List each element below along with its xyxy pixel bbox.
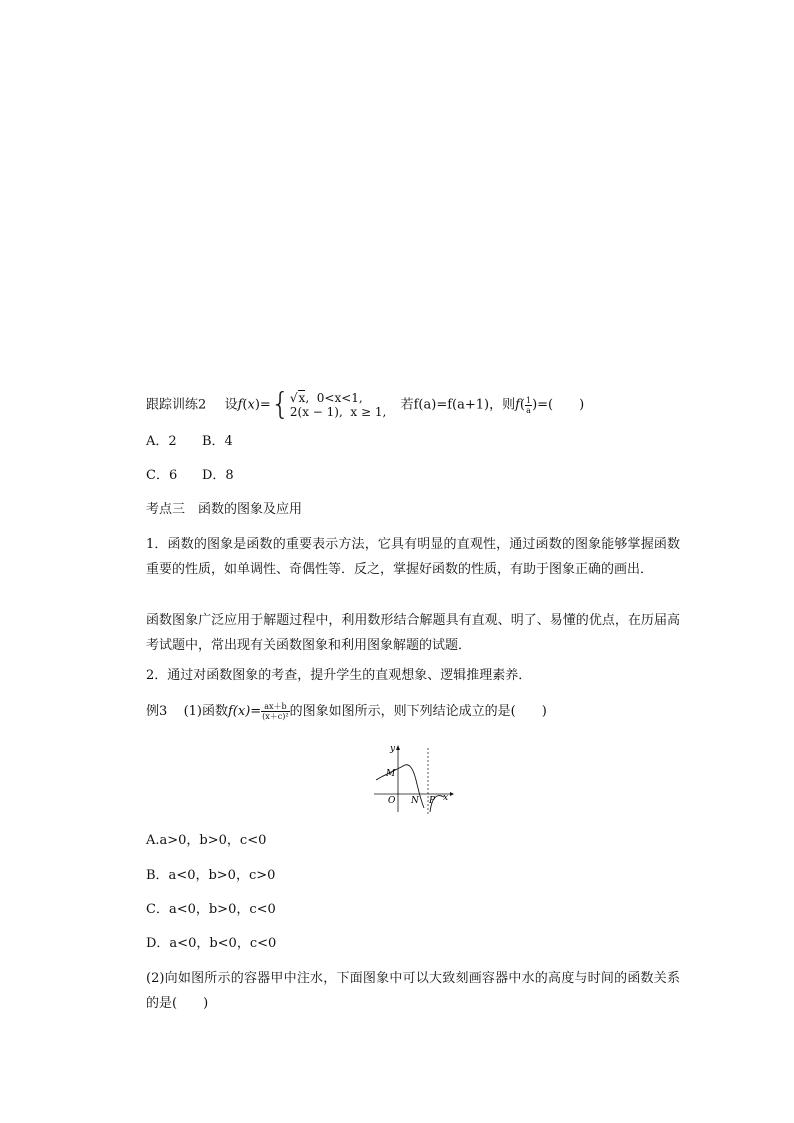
example3-option-d: D．a<0，b<0，c<0 [146, 936, 277, 951]
example3-option-a: A.a>0，b>0，c<0 [146, 833, 267, 848]
label-m: M [386, 769, 396, 779]
example3-part1: 例3 (1)函数f(x)= $\frac{ax+b}{\text{(x＋c)²}}$ 的图象如图所示，则下列结论成立的是( ) [146, 702, 547, 721]
example3-option-b: B．a<0，b>0，c>0 [146, 868, 276, 883]
option-b: B．4 [202, 434, 233, 449]
ask-fraction: $\frac{1}{a}$ [525, 395, 532, 415]
option-d: D．8 [202, 468, 234, 483]
option-c: C．6 [146, 468, 178, 483]
piecewise-brace: { [270, 387, 290, 422]
section3-paragraph-3: 2．通过对函数图象的考查，提升学生的直观想象、逻辑推理素养． [146, 668, 532, 683]
training2-label: 跟踪训练2 [146, 397, 207, 413]
training2-question: 跟踪训练2 设f(x)={ √x, 0<x<1, 2(x − 1), x ≥ 1, 若f(a)=f(a+1)，则f( $\frac{1}{a}$ )=( ) [146, 387, 585, 422]
x-axis-arrow [450, 792, 454, 796]
label-o: O [388, 796, 396, 806]
section3-heading: 考点三 函数的图象及应用 [146, 502, 303, 517]
function-fraction: $\frac{ax+b}{\text{(x＋c)²}}$ [262, 702, 289, 721]
label-n: N [411, 796, 419, 806]
section3-paragraph-1: 1．函数的图象是函数的重要表示方法，它具有明显的直观性，通过函数的图象能够掌握函数重要的性质，如单调性、奇偶性等．反之，掌握好函数的性质，有助于图象正确的画出． [146, 537, 680, 577]
example3-label: 例3 [146, 704, 168, 719]
piecewise-cases: √x, 0<x<1, 2(x − 1), x ≥ 1, [289, 391, 387, 419]
training2-lead: 设 [224, 397, 238, 413]
label-p: P [429, 796, 436, 806]
training2-options-row2 [146, 466, 234, 486]
option-a: A．2 [146, 434, 177, 449]
label-x: x [443, 793, 449, 803]
function-graph [370, 742, 456, 816]
y-axis-arrow [396, 745, 400, 750]
training2-options-row1 [146, 432, 233, 452]
section3-paragraph-2: 函数图象广泛应用于解题过程中，利用数形结合解题具有直观、明了、易懂的优点，在历届高考试题中，常出现有关函数图象和利用图象解题的试题． [146, 613, 680, 653]
example3-option-c: C．a<0，b>0，c<0 [146, 902, 276, 917]
example3-part2: (2)向如图所示的容器甲中注水，下面图象中可以大致刻画容器中水的高度与时间的函数关系的是( ) [146, 971, 680, 1011]
label-y: y [390, 744, 396, 754]
